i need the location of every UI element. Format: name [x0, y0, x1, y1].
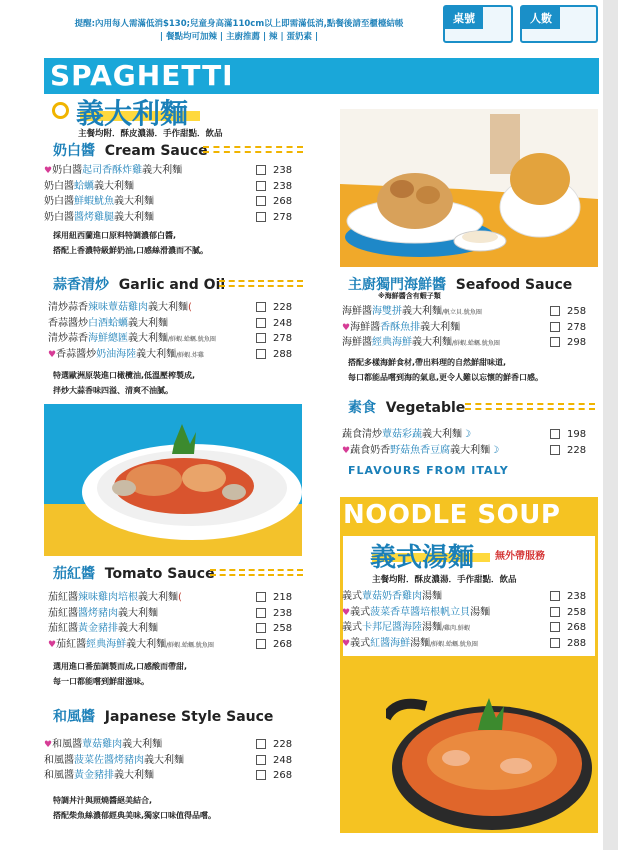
chef-recommend-icon: ♥	[342, 322, 351, 333]
noodle-item-prefix: 義式	[342, 591, 362, 602]
seafood-item-checkbox[interactable]	[550, 306, 560, 316]
tomato-item-prefix: 茄紅醬	[48, 623, 78, 634]
garlic-item-price: 248	[273, 317, 293, 329]
cream-item-checkbox[interactable]	[256, 165, 266, 175]
seafood-item-price: 258	[567, 306, 587, 317]
seafood-item	[342, 320, 587, 335]
seafood-item-suffix: 義大利麵	[402, 306, 442, 317]
noodle-item-checkbox[interactable]	[550, 591, 560, 601]
header-note	[40, 18, 438, 44]
garlic-item	[48, 331, 293, 346]
people-count-box[interactable]	[520, 5, 598, 43]
tomato-heading-en: Tomato Sauce	[104, 566, 215, 582]
flavours-tagline: FLAVOURS FROM ITALY	[348, 464, 509, 477]
cream-item-price: 278	[273, 211, 293, 223]
seafood-desc-line1: 搭配多樣海鮮食材,帶出料理的自然鮮甜味道,	[348, 358, 507, 367]
veg-item	[342, 443, 587, 458]
noodle-item	[342, 589, 587, 604]
spicy-icon: (	[188, 302, 192, 313]
noodle-item-checkbox[interactable]	[550, 607, 560, 617]
garlic-item-checkbox[interactable]	[256, 318, 266, 328]
japanese-item	[44, 753, 293, 768]
vegetarian-icon: ☽	[490, 444, 500, 456]
garlic-item	[48, 300, 293, 315]
noodle-item	[342, 636, 587, 651]
garlic-item-suffix: 義大利麵	[136, 348, 177, 360]
garlic-heading	[53, 274, 225, 294]
seafood-description	[348, 355, 543, 385]
spicy-icon: (	[178, 592, 182, 603]
noodle-item-suffix: 湯麵	[410, 637, 431, 649]
tomato-item	[48, 590, 293, 605]
seafood-item-price: 298	[567, 337, 587, 348]
tomato-item-price: 258	[273, 623, 293, 634]
seafood-item-price: 278	[567, 321, 587, 333]
seafood-item-checkbox[interactable]	[550, 337, 560, 347]
tomato-item-highlight: 經典海鮮	[86, 638, 127, 650]
seafood-item-checkbox[interactable]	[550, 322, 560, 332]
tomato-item	[48, 637, 293, 652]
seafood-item	[342, 304, 587, 319]
veg-heading-en: Vegetable	[385, 400, 466, 416]
garlic-desc-line1: 特選歐洲原裝進口橄欖油,低溫壓榨製成,	[53, 371, 196, 380]
japanese-item-checkbox[interactable]	[256, 770, 266, 780]
japanese-desc-line1: 特調丼汁與照燒醬絕美結合,	[53, 796, 153, 805]
cream-item	[44, 210, 293, 225]
japanese-item-price: 228	[273, 739, 293, 750]
japanese-item-checkbox[interactable]	[256, 755, 266, 765]
soup-photo-svg	[386, 678, 598, 833]
garlic-item	[48, 347, 293, 362]
veg-item-price: 198	[567, 429, 587, 440]
garlic-heading-en: Garlic and Oil	[118, 277, 226, 293]
veg-item-suffix: 義大利麵	[450, 444, 491, 456]
tomato-item-highlight: 辣味雞肉培根	[78, 592, 138, 603]
tomato-description	[53, 659, 187, 689]
cream-item-price: 238	[273, 165, 293, 176]
chef-recommend-icon: ♥	[342, 445, 351, 456]
garlic-item-prefix: 清炒蒜香	[48, 333, 88, 344]
soup-photo	[386, 678, 598, 833]
garlic-item-checkbox[interactable]	[256, 333, 266, 343]
garlic-divider	[219, 280, 303, 287]
tomato-item-suffix: 義大利麵	[118, 607, 158, 619]
garlic-item-tag: /鮮蝦.炸雞	[176, 351, 205, 359]
tomato-item-price: 268	[273, 638, 293, 650]
veg-item-highlight: 蕈菇彩蔬	[382, 429, 422, 440]
tomato-item	[48, 606, 293, 621]
tomato-item-suffix: 義大利麵	[126, 638, 167, 650]
japanese-item-highlight: 菠菜佐醬烤豬肉	[74, 754, 144, 766]
veg-item-suffix: 義大利麵	[422, 429, 462, 440]
garlic-item-suffix: 義大利麵	[128, 333, 168, 344]
seafood-note: ※海鮮醬含有蝦子類	[378, 292, 441, 300]
noodle-item-prefix: 義式	[342, 622, 362, 633]
veg-item	[342, 427, 587, 442]
chef-recommend-icon: ♥	[44, 166, 53, 176]
veg-heading-zh: 素食	[348, 400, 376, 416]
tomato-desc-line1: 選用進口番茄調製而成,口感酸而帶甜,	[53, 662, 188, 671]
japanese-item	[44, 737, 293, 752]
noodle-item	[342, 620, 587, 635]
cream-item	[44, 163, 293, 178]
table-number-box[interactable]	[443, 5, 513, 43]
japanese-item-highlight: 蕈菇雞肉	[82, 739, 123, 750]
circle-icon	[52, 102, 69, 119]
cream-heading-en: Cream Sauce	[104, 143, 208, 159]
tomato-item-highlight: 黃金豬排	[78, 623, 118, 634]
seafood-item	[342, 335, 587, 350]
chef-recommend-icon: ♥	[48, 349, 57, 360]
veg-item-checkbox[interactable]	[550, 445, 560, 455]
tomato-heading	[53, 563, 215, 583]
noodle-item-prefix: 義式	[350, 606, 371, 618]
seafood-item-highlight: 海雙拼	[372, 306, 402, 317]
cream-item-suffix: 義大利麵	[94, 180, 134, 192]
noodle-item-highlight: 卡邦尼醬海陸	[362, 622, 422, 633]
japanese-description	[53, 793, 216, 823]
garlic-item-suffix: 義大利麵	[148, 302, 188, 313]
seafood-item-suffix: 義大利麵	[420, 321, 461, 333]
seafood-item-prefix: 海鮮醬	[342, 306, 372, 317]
veg-item-prefix: 蔬食清炒	[342, 429, 382, 440]
tomato-item-prefix: 茄紅醬	[48, 607, 78, 619]
seafood-item-prefix: 海鮮醬	[350, 321, 381, 333]
japanese-heading	[53, 706, 273, 726]
pasta-title: 義大利麵	[76, 97, 189, 130]
seafood-desc-line2: 每口都能品嚐到海的氣息,更令人難以忘懷的鮮香口感。	[348, 373, 544, 382]
garlic-item-price: 228	[273, 302, 293, 313]
tomato-item	[48, 621, 293, 636]
noodle-item-checkbox[interactable]	[550, 622, 560, 632]
garlic-item-prefix: 香蒜醬炒	[56, 348, 97, 360]
people-count-label: 人數	[522, 7, 560, 29]
page-edge	[603, 0, 618, 850]
tomato-heading-zh: 茄紅醬	[53, 566, 95, 582]
garlic-desc-line2: 拌炒大蒜香味四溢、清爽不油膩。	[53, 386, 173, 395]
noodle-item-suffix: 湯麵	[422, 622, 442, 633]
tomato-item-prefix: 茄紅醬	[48, 592, 78, 603]
noodle-item-price: 288	[567, 637, 587, 649]
noodle-title: 義式湯麵	[370, 543, 475, 573]
garlic-item-suffix: 義大利麵	[128, 317, 168, 329]
cream-item-highlight: 鮮蝦魷魚	[74, 196, 114, 207]
garlic-item-highlight: 海鮮總匯	[88, 333, 128, 344]
garlic-item-checkbox[interactable]	[256, 302, 266, 312]
noodle-item-suffix: 湯麵	[470, 606, 491, 618]
tomato-item-checkbox[interactable]	[256, 639, 266, 649]
garlic-item-tag: /鮮蝦.蛤蠣.魷魚圈	[168, 336, 216, 343]
cream-item-highlight: 起司香酥炸雞	[82, 165, 143, 176]
cream-item-price: 268	[273, 196, 293, 207]
veg-divider	[465, 403, 595, 410]
veg-item-highlight: 野菇魚香豆腐	[390, 444, 451, 456]
seafood-item-suffix: 義大利麵	[412, 337, 452, 348]
garlic-item-checkbox[interactable]	[256, 349, 266, 359]
cream-description	[53, 228, 208, 258]
japanese-item-price: 268	[273, 770, 293, 781]
cream-item-checkbox[interactable]	[256, 212, 266, 222]
cream-item-prefix: 奶白醬	[44, 196, 74, 207]
noodle-item-checkbox[interactable]	[550, 638, 560, 648]
cream-desc-line2: 搭配上香濃特級鮮奶油,口感絲滑濃而不膩。	[53, 246, 209, 255]
veg-item-checkbox[interactable]	[550, 429, 560, 439]
cream-item-suffix: 義大利麵	[114, 211, 154, 223]
noodle-item-tag: /鮮蝦.蛤蠣.魷魚圈	[430, 640, 478, 648]
garlic-item-prefix: 香蒜醬炒	[48, 317, 88, 329]
header-note-line2: | 餐點均可加辣 | 主廚推薦 | 辣 | 蛋奶素 |	[159, 32, 319, 42]
noodle-soup-banner: NOODLE SOUP	[343, 500, 561, 530]
noodle-item	[342, 605, 587, 620]
tomato-desc-line2: 每一口都能嚐到鮮甜滋味。	[53, 677, 149, 686]
japanese-desc-line2: 搭配柴魚絲濃郁經典美味,獨家口味值得品嚐。	[53, 811, 217, 820]
tomato-item-suffix: 義大利麵	[118, 623, 158, 634]
chef-recommend-icon: ♥	[342, 607, 351, 618]
cream-item-highlight: 醬烤雞腿	[74, 211, 114, 223]
cream-desc-line1: 採用紐西蘭進口原料特調濃郁白醬,	[53, 231, 177, 240]
chef-recommend-icon: ♥	[342, 638, 351, 649]
noodle-item-highlight: 紅醬海鮮	[370, 637, 411, 649]
cream-divider	[203, 146, 303, 153]
cream-item-checkbox[interactable]	[256, 181, 266, 191]
garlic-item-highlight: 奶油海陸	[96, 348, 137, 360]
japanese-heading-zh: 和風醬	[53, 709, 95, 725]
garlic-description	[53, 368, 195, 398]
veg-item-price: 228	[567, 444, 587, 456]
pasta-photo-2-svg	[44, 404, 302, 556]
japanese-item-prefix: 和風醬	[44, 770, 74, 781]
tomato-item-checkbox[interactable]	[256, 592, 266, 602]
noodle-item-tag: /雞肉.鮮蝦	[442, 625, 470, 632]
garlic-item-price: 288	[273, 348, 293, 360]
japanese-item-price: 248	[273, 754, 293, 766]
noodle-item-highlight: 蕈菇奶香雞肉	[362, 591, 422, 602]
header-note-line1: 提醒:內用每人需滿低消$130;兒童身高滿110cm以上即需滿低消,點餐後請至櫃檯結帳	[74, 19, 404, 29]
chef-recommend-icon: ♥	[44, 740, 53, 750]
veg-heading	[348, 397, 465, 417]
japanese-heading-en: Japanese Style Sauce	[104, 709, 274, 725]
japanese-item-highlight: 黃金豬排	[74, 770, 114, 781]
seafood-item-highlight: 香酥魚排	[380, 321, 421, 333]
cream-item-suffix: 義大利麵	[114, 196, 154, 207]
seafood-item-prefix: 海鮮醬	[342, 337, 372, 348]
tomato-item-price: 238	[273, 607, 293, 619]
noodle-item-suffix: 湯麵	[422, 591, 442, 602]
japanese-item-suffix: 義大利麵	[144, 754, 184, 766]
seafood-item-tag: /帆立貝.魷魚圈	[442, 309, 482, 316]
japanese-item-prefix: 和風醬	[44, 754, 74, 766]
cream-item-highlight: 蛤蠣	[74, 180, 94, 192]
tomato-item-prefix: 茄紅醬	[56, 638, 87, 650]
garlic-item	[48, 316, 293, 331]
tomato-item-checkbox[interactable]	[256, 623, 266, 633]
tomato-divider	[210, 569, 303, 576]
tomato-item-suffix: 義大利麵	[138, 592, 178, 603]
vegetarian-icon: ☽	[462, 429, 471, 440]
japanese-item	[44, 768, 293, 783]
japanese-item-suffix: 義大利麵	[122, 739, 163, 750]
chef-recommend-icon: ♥	[48, 639, 57, 650]
garlic-item-prefix: 清炒蒜香	[48, 302, 88, 313]
noodle-item-price: 258	[567, 606, 587, 618]
garlic-item-highlight: 辣味蕈菇雞肉	[88, 302, 148, 313]
japanese-item-checkbox[interactable]	[256, 739, 266, 749]
cream-heading-zh: 奶白醬	[53, 143, 95, 159]
noodle-item-highlight: 菠菜香草醬培根帆立貝	[370, 606, 471, 618]
cream-item-prefix: 奶白醬	[44, 180, 74, 192]
garlic-item-highlight: 白酒蛤蠣	[88, 317, 128, 329]
cream-heading	[53, 140, 208, 160]
tomato-item-highlight: 醬烤豬肉	[78, 607, 118, 619]
cream-item	[44, 179, 293, 194]
tomato-item-tag: /鮮蝦.蛤蠣.魷魚圈	[166, 641, 214, 649]
seafood-heading-zh: 主廚獨門海鮮醬	[348, 277, 446, 293]
spaghetti-banner-text: SPAGHETTI	[50, 59, 234, 92]
cream-item	[44, 194, 293, 209]
seafood-item-tag: /鮮蝦.蛤蠣.魷魚圈	[452, 340, 500, 347]
pasta-photo-1-svg	[340, 109, 598, 267]
japanese-item-suffix: 義大利麵	[114, 770, 154, 781]
noodle-subtitle: 主餐均附．酥皮濃湯．手作甜點．飲品	[372, 575, 517, 585]
no-takeout-badge: 無外帶服務	[495, 551, 545, 562]
japanese-item-prefix: 和風醬	[52, 739, 83, 750]
table-number-label: 桌號	[445, 7, 483, 29]
noodle-item-prefix: 義式	[350, 637, 371, 649]
pasta-photo-2	[44, 404, 302, 556]
cream-item-prefix: 奶白醬	[52, 165, 83, 176]
pasta-subtitle: 主餐均附．酥皮濃湯．手作甜點．飲品	[78, 129, 223, 139]
tomato-item-price: 218	[273, 592, 293, 603]
seafood-item-highlight: 經典海鮮	[372, 337, 412, 348]
cream-item-price: 238	[273, 180, 293, 192]
spaghetti-banner	[44, 58, 599, 94]
garlic-item-price: 278	[273, 333, 293, 344]
noodle-item-price: 268	[567, 622, 587, 633]
veg-item-prefix: 蔬食奶香	[350, 444, 391, 456]
tomato-item-checkbox[interactable]	[256, 608, 266, 618]
pasta-photo-1	[340, 109, 598, 267]
cream-item-prefix: 奶白醬	[44, 211, 74, 223]
seafood-heading-en: Seafood Sauce	[455, 277, 573, 293]
cream-item-checkbox[interactable]	[256, 196, 266, 206]
cream-item-suffix: 義大利麵	[142, 165, 183, 176]
noodle-item-price: 238	[567, 591, 587, 602]
garlic-heading-zh: 蒜香清炒	[53, 277, 109, 293]
